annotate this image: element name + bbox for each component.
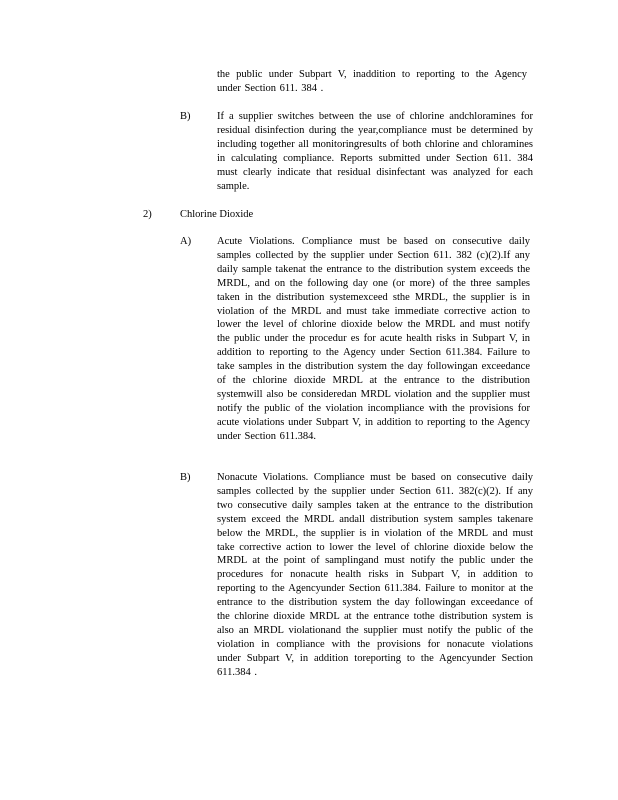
item-b1-label: B) [180,111,191,122]
section-2-title: Chlorine Dioxide [180,209,254,220]
item-b2-label: B) [180,472,191,483]
section-2-label: 2) [143,209,152,220]
item-b2-paragraph: Nonacute Violations. Compliance must be based on consecutive daily samples collected by the supplier under Section 611. 382(c)(2). If any two consecutive daily samples taken at the entrance to the distribution system exceed the MRDL andall distribution system samples takenare below the MRDL, the supplier is in violation of the MRDL and must take corrective action to lower the level of chlorine dioxide below the MRDL at the point of samplingand must notify the public under the procedures for nonacute health risks in Subpart V, in addition to reporting to the Agencyunder Section 611.384. Failure to monitor at the entrance to the distribution system the day followingan exceedance of the chlorine dioxide MRDL at the entrance tothe distribution system is also an MRDL violationand the supplier must notify the public of the violation in compliance with the provisions for nonacute violations under Subpart V, in addition toreporting to the Agencyunder Section 611.384 . [217,472,533,678]
item-a2-label: A) [180,236,192,247]
item-a2-paragraph: Acute Violations. Compliance must be based on consecutive daily samples collected by the supplier under Section 611. 382 (c)(2).If any daily sample takenat the entrance to the distribution system exceeds the MRDL, and on the following day one (or more) of the three samples taken in the distribution systemexceed sthe MRDL, the supplier is in violation of the MRDL and must take immediate corrective action to lower the level of chlorine dioxide below the MRDL and must notify the public under the procedur es for acute health risks in Subpart V, in addition to reporting to the Agency under Section 611.384. Failure to take samples in the distribution system the day followingan exceedance of the chlorine dioxide MRDL at the entrance to the distribution systemwill also be consideredan MRDL violation and the supplier must notify the public of the violation incompliance with the provisions for acute violations under Subpart V, in addition to reporting to the Agency under Section 611.384. [217,236,530,442]
item-b1-paragraph: If a supplier switches between the use of chlorine andchloramines for residual disinfection during the year,compliance must be determined by including together all monitoringresults of both chlorine and chloramines in calculating compliance. Reports submitted under Section 611. 384 must clearly indicate that residual disinfectant was analyzed for each sample. [217,111,533,192]
continuation-paragraph: the public under Subpart V, inaddition to reporting to the Agency under Section 611. 384 . [217,69,527,94]
